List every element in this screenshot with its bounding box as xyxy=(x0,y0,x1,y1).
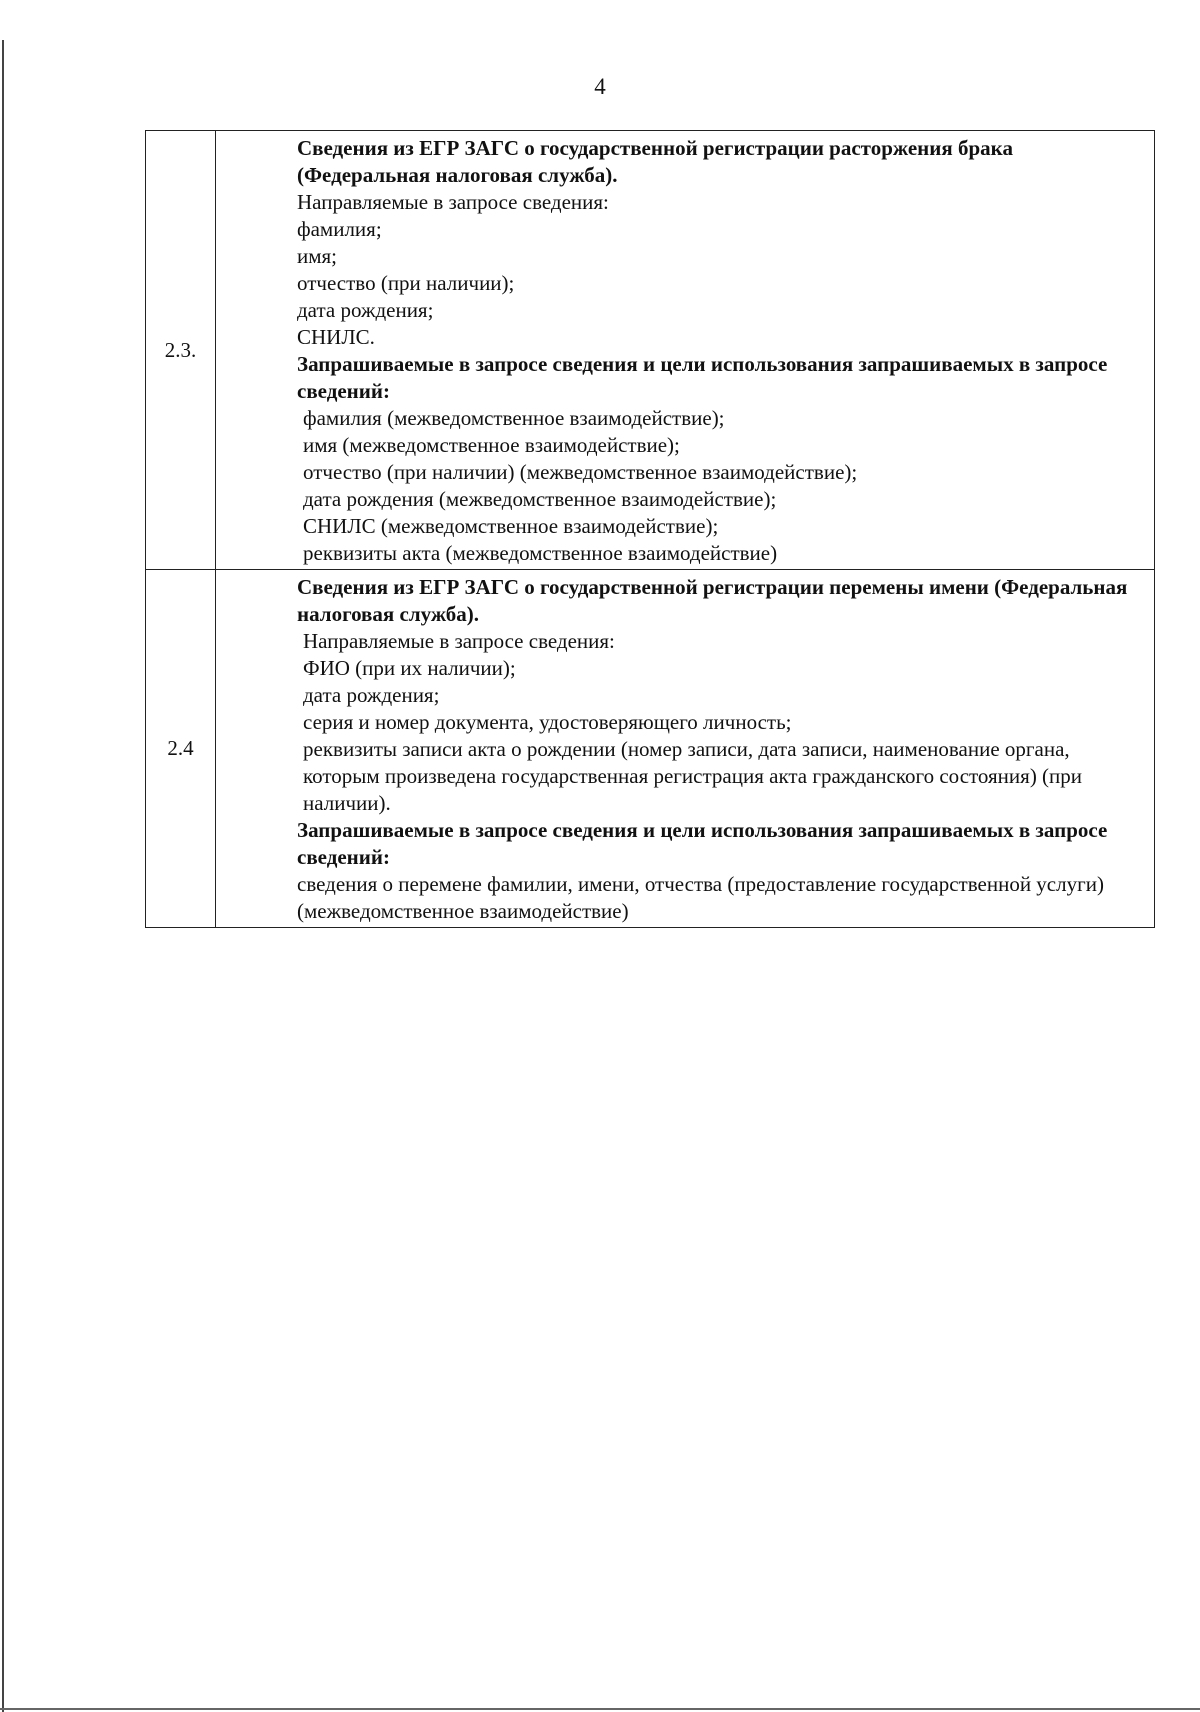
document-table xyxy=(145,130,1155,928)
requested-heading: Запрашиваемые в запросе сведения и цели использования запрашиваемых в запросе сведений: xyxy=(297,818,1108,869)
row-title: Сведения из ЕГР ЗАГС о государственной регистрации расторжения брака (Федеральная налоговая служба). xyxy=(297,136,1013,187)
requested-item: отчество (при наличии) (межведомственное взаимодействие); xyxy=(303,460,858,484)
row-number: 2.4 xyxy=(146,570,216,928)
scan-edge-left xyxy=(2,40,4,1712)
sent-item: фамилия; xyxy=(297,217,382,241)
sent-item: имя; xyxy=(297,244,338,268)
requested-item: фамилия (межведомственное взаимодействие); xyxy=(303,406,725,430)
requested-item: дата рождения (межведомственное взаимодействие); xyxy=(303,487,777,511)
row-content xyxy=(216,570,1155,928)
sent-item: реквизиты записи акта о рождении (номер записи, дата записи, наименование органа, которым произведена государственная регистрация акта гражданского состояния) (при наличии). xyxy=(303,737,1083,815)
sent-heading: Направляемые в запросе сведения: xyxy=(303,629,615,653)
requested-item: СНИЛС (межведомственное взаимодействие); xyxy=(303,514,719,538)
sent-item: отчество (при наличии); xyxy=(297,271,515,295)
row-number: 2.3. xyxy=(146,131,216,570)
requested-item: имя (межведомственное взаимодействие); xyxy=(303,433,680,457)
page-number: 4 xyxy=(594,74,606,99)
sent-item: серия и номер документа, удостоверяющего личность; xyxy=(303,710,792,734)
row-content xyxy=(216,131,1155,570)
row-title: Сведения из ЕГР ЗАГС о государственной регистрации перемены имени (Федеральная налоговая служба). xyxy=(297,575,1128,626)
requested-item: реквизиты акта (межведомственное взаимодействие) xyxy=(303,541,778,565)
sent-item: СНИЛС. xyxy=(297,325,375,349)
requested-heading: Запрашиваемые в запросе сведения и цели использования запрашиваемых в запросе сведений: xyxy=(297,352,1108,403)
sent-item: ФИО (при их наличии); xyxy=(303,656,516,680)
scan-edge-bottom xyxy=(0,1708,1200,1710)
requested-item: сведения о перемене фамилии, имени, отчества (предоставление государственной услуги) (межведомственное взаимодействие) xyxy=(297,872,1104,923)
table-row-2-3 xyxy=(146,131,1155,570)
sent-heading: Направляемые в запросе сведения: xyxy=(297,190,609,214)
sent-item: дата рождения; xyxy=(303,683,440,707)
sent-item: дата рождения; xyxy=(297,298,434,322)
table-row-2-4 xyxy=(146,570,1155,928)
